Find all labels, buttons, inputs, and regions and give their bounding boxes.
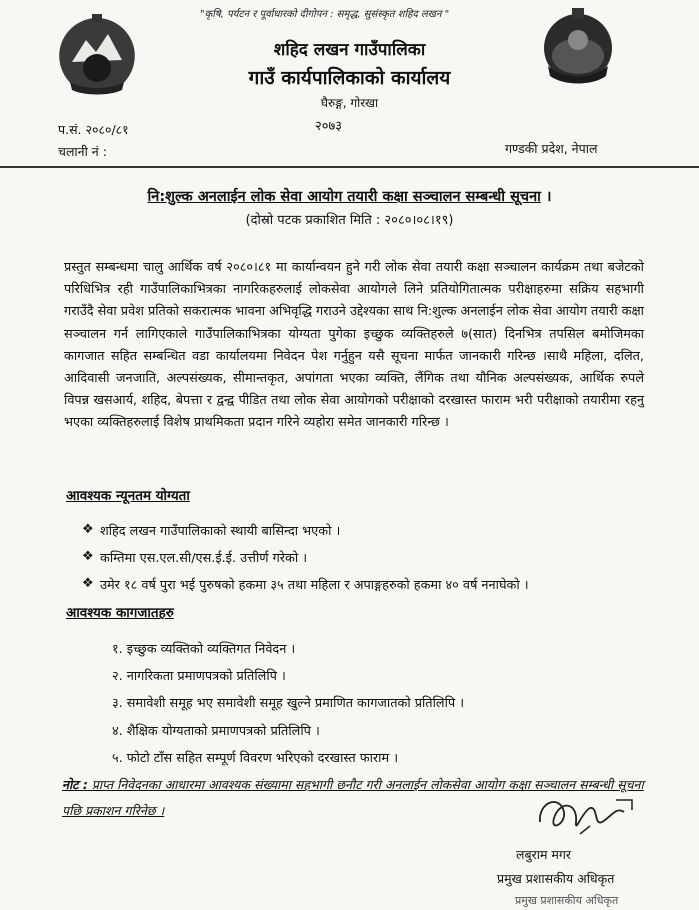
item-number: १. bbox=[112, 641, 123, 657]
list-item bbox=[112, 661, 464, 688]
qualification-text: शहिद लखन गाउँपालिकाको स्थायी बासिन्दा भएको । bbox=[100, 523, 341, 539]
list-item bbox=[82, 516, 529, 543]
publication-date: (दोस्रो पटक प्रकाशित मिति : २०८०।०८।१९) bbox=[245, 213, 454, 228]
list-item bbox=[112, 716, 464, 743]
list-item bbox=[82, 570, 529, 597]
header-divider bbox=[0, 166, 699, 168]
documents-list bbox=[112, 634, 464, 770]
document-text: समावेशी समूह भए समावेशी समूह खुल्ने प्रमाणित कागजातको प्रतिलिपि । bbox=[126, 696, 465, 712]
diamond-bullet-icon: ❖ bbox=[82, 522, 94, 537]
list-item bbox=[82, 543, 529, 570]
notice-title bbox=[0, 186, 699, 206]
item-number: २. bbox=[112, 668, 123, 684]
signer-title: प्रमुख प्रशासकीय अधिकृत bbox=[497, 871, 615, 886]
qualifications-list bbox=[82, 516, 529, 597]
office-name: गाउँ कार्यपालिकाको कार्यालय bbox=[248, 67, 451, 89]
document-text: नागरिकता प्रमाणपत्रको प्रतिलिपि । bbox=[126, 668, 286, 684]
item-number: ४. bbox=[112, 723, 123, 739]
list-item bbox=[112, 634, 464, 661]
dispatch-number: चलानी नं : bbox=[58, 144, 107, 159]
note-text: प्राप्त निवेदनका आधारमा आवश्यक संख्यामा सहभागी छनौट गरी अनलाईन लोकसेवा आयोग कक्षा सञ्चालन सम्बन्धी सूचना पछि प्रकाशन गरिनेछ । bbox=[62, 777, 644, 818]
list-item bbox=[112, 743, 464, 770]
signer-name: लबुराम मगर bbox=[516, 847, 572, 862]
notice-body: प्रस्तुत सम्बन्धमा चालु आर्थिक वर्ष २०८०।८१ मा कार्यान्वयन हुने गरी लोक सेवा तयारी कक्षा सञ्चालन कार्यक्रम तथा बजेटको परिधिभित्र रही गाउँपालिकाभित्रका नागरिकहरुलाई लोकसेवा आयोगले लिने प्रतियोगितात्मक परीक्षाहरुमा सक्रिय सहभागी गराउँदै सेवा प्रवेश प्रतिको सकरात्मक भावना अभिवृद्धि गराउने उद्देश्यका साथ नि:शुल्क अनलाईन लोक सेवा आयोग तयारी कक्षा सञ्चालन गर्न लागिएकाले गाउँपालिकाभित्रका योग्यता पुगेका इच्छुक व्यक्तिहरुले ७(सात) दिनभित्र तपसिल बमोजिमका कागजात सहित सम्बन्धित वडा कार्यालयमा निवेदन पेश गर्नुहुन यसै सूचना मार्फत जानकारी गरिन्छ ।साथै महिला, दलित, आदिवासी जनजाति, अल्पसंख्यक, सीमान्तकृत, अपांगता भएका व्यक्ति, लैंगिक तथा यौनिक अल्पसंख्यक, आर्थिक रुपले विपन्न खसआर्य, शहिद, बेपत्ता र द्वन्द्व पीडित तथा लोक सेवा आयोगको परीक्षाको दरखास्त फाराम भरी परीक्षाको तयारीमा रहनु भएका व्यक्तिहरुलाई विशेष प्राथमिकता प्रदान गरिने व्यहोरा समेत जानकारी गरिन्छ । bbox=[64, 260, 644, 431]
item-number: ५. bbox=[112, 750, 123, 766]
year: २०७३ bbox=[315, 119, 343, 134]
document-text: शैक्षिक योग्यताको प्रमाणपत्रको प्रतिलिपि । bbox=[126, 723, 320, 739]
address: घैरुङ्ग, गोरखा bbox=[320, 96, 379, 110]
province: गण्डकी प्रदेश, नेपाल bbox=[505, 141, 598, 156]
reference-number: प.सं. २०८०/८१ bbox=[58, 122, 129, 137]
qualification-text: कम्तिमा एस.एल.सी/एस.ई.ई. उत्तीर्ण गरेको । bbox=[100, 550, 308, 566]
notice-title-end: । bbox=[540, 189, 552, 205]
documents-heading: आवश्यक कागजातहरु bbox=[66, 605, 174, 621]
motto: "कृषि, पर्यटन र पूर्वाधारको दीगोपन : समृद्ध, सुसंस्कृत शहिद लखन " bbox=[200, 9, 450, 20]
qualification-text: उमेर १८ वर्ष पुरा भई पुरुषको हकमा ३५ तथा महिला र अपाङ्गहरुको हकमा ४० वर्ष ननाघेको । bbox=[100, 577, 529, 593]
signature-icon bbox=[520, 782, 670, 852]
item-number: ३. bbox=[112, 696, 123, 712]
diamond-bullet-icon: ❖ bbox=[82, 549, 94, 564]
document-text: इच्छुक व्यक्तिको व्यक्तिगत निवेदन । bbox=[126, 641, 296, 657]
list-item bbox=[112, 689, 464, 716]
org-name: शहिद लखन गाउँपालिका bbox=[273, 40, 426, 60]
note-lead: नोट : bbox=[62, 777, 88, 792]
notice-title-text: नि:शुल्क अनलाईन लोक सेवा आयोग तयारी कक्षा सञ्चालन सम्बन्धी सूचना bbox=[147, 189, 541, 205]
qualifications-heading: आवश्यक न्यूनतम योग्यता bbox=[66, 488, 190, 504]
document-text: फोटो टाँस सहित सम्पूर्ण विवरण भरिएको दरखास्त फाराम । bbox=[126, 750, 399, 766]
office-stamp: प्रमुख प्रशासकीय अधिकृत bbox=[515, 894, 619, 907]
diamond-bullet-icon: ❖ bbox=[82, 576, 94, 591]
